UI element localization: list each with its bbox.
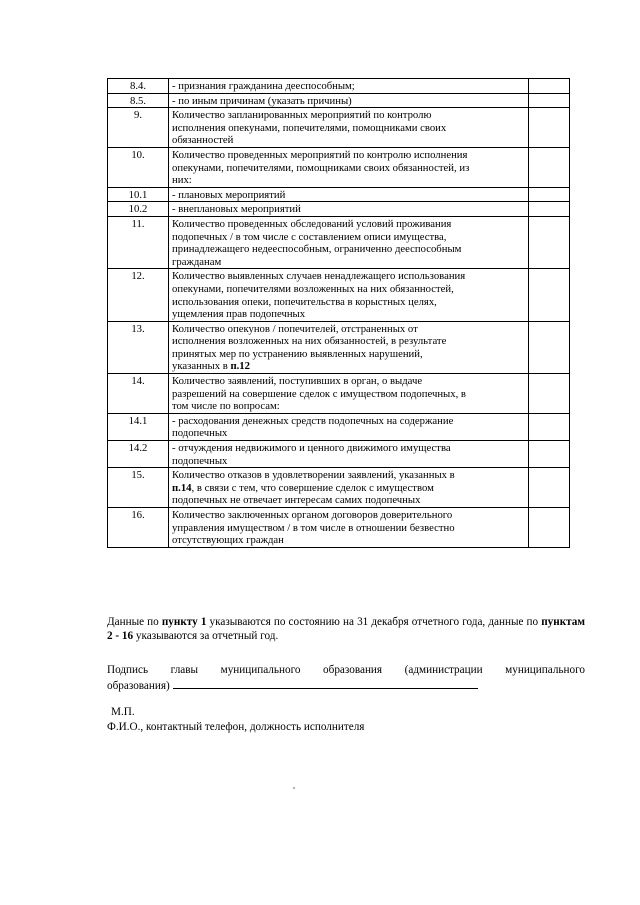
row-description: Количество опекунов / попечителей, отстраненных от исполнения возложенных на них обязанностей, в результате принятых мер по устранению выявленных нарушений, указанных в п.12 <box>169 321 529 373</box>
row-description: Количество выявленных случаев ненадлежащего использования опекунами, попечителями возложенных на них обязанностей, использования опеки, попечительства в корыстных целях, ущемления прав подопечных <box>169 269 529 321</box>
report-table <box>107 78 570 548</box>
table-row <box>108 468 570 508</box>
row-value-cell <box>529 79 570 94</box>
table-row <box>108 216 570 268</box>
stamp-label: М.П. <box>111 706 135 718</box>
row-value-cell <box>529 468 570 508</box>
table-row <box>108 187 570 202</box>
table-row <box>108 108 570 148</box>
row-description: Количество отказов в удовлетворении заявлений, указанных в п.14, в связи с тем, что совершение сделок с имуществом подопечных не отвечает интересам самих подопечных <box>169 468 529 508</box>
table-row <box>108 441 570 468</box>
row-number: 16. <box>108 508 169 548</box>
row-description: - расходования денежных средств подопечных на содержание подопечных <box>169 413 529 440</box>
row-number: 10. <box>108 147 169 187</box>
reference-bold: п.14 <box>172 481 192 494</box>
table-row <box>108 413 570 440</box>
scan-speck <box>293 787 295 789</box>
row-number: 14.2 <box>108 441 169 468</box>
row-value-cell <box>529 147 570 187</box>
executor-info: Ф.И.О., контактный телефон, должность исполнителя <box>107 721 365 733</box>
signature-line-1: Подпись главы муниципального образования (администрации муниципального <box>107 664 585 676</box>
row-number: 11. <box>108 216 169 268</box>
row-value-cell <box>529 108 570 148</box>
row-description: - внеплановых мероприятий <box>169 202 529 217</box>
row-description: Количество проведенных мероприятий по контролю исполнения опекунами, попечителями, помощниками своих обязанностей, из них: <box>169 147 529 187</box>
row-description: Количество заключенных органом договоров доверительного управления имуществом / в том числе в отношении безвестно отсутствующих граждан <box>169 508 529 548</box>
row-value-cell <box>529 216 570 268</box>
row-description: - по иным причинам (указать причины) <box>169 93 529 108</box>
row-number: 15. <box>108 468 169 508</box>
row-value-cell <box>529 508 570 548</box>
row-value-cell <box>529 441 570 468</box>
row-number: 10.2 <box>108 202 169 217</box>
table-row <box>108 79 570 94</box>
row-value-cell <box>529 413 570 440</box>
table-row <box>108 374 570 414</box>
row-description: Количество заявлений, поступивших в орган, о выдаче разрешений на совершение сделок с имуществом подопечных, в том числе по вопросам: <box>169 374 529 414</box>
table-row <box>108 93 570 108</box>
footnote: Данные по пункту 1 указываются по состоянию на 31 декабря отчетного года, данные по пунктам 2 - 16 указываются за отчетный год. <box>107 616 586 642</box>
row-number: 8.5. <box>108 93 169 108</box>
row-description: - плановых мероприятий <box>169 187 529 202</box>
table-row <box>108 508 570 548</box>
signature-block <box>107 663 585 693</box>
row-value-cell <box>529 202 570 217</box>
row-value-cell <box>529 269 570 321</box>
row-number: 12. <box>108 269 169 321</box>
row-value-cell <box>529 374 570 414</box>
row-value-cell <box>529 187 570 202</box>
table-row <box>108 321 570 373</box>
signature-blank-line <box>173 677 478 689</box>
row-number: 10.1 <box>108 187 169 202</box>
row-description: Количество проведенных обследований условий проживания подопечных / в том числе с составлением описи имущества, принадлежащего недееспособным, ограниченно дееспособным гражданам <box>169 216 529 268</box>
row-number: 14. <box>108 374 169 414</box>
table-row <box>108 269 570 321</box>
row-number: 9. <box>108 108 169 148</box>
row-description: Количество запланированных мероприятий по контролю исполнения опекунами, попечителями, помощниками своих обязанностей <box>169 108 529 148</box>
report-table-body <box>108 79 570 548</box>
row-number: 13. <box>108 321 169 373</box>
table-row <box>108 202 570 217</box>
table-row <box>108 147 570 187</box>
reference-bold: п.12 <box>230 360 250 373</box>
signature-line-2: образования) <box>107 677 585 693</box>
row-value-cell <box>529 93 570 108</box>
row-description: - отчуждения недвижимого и ценного движимого имущества подопечных <box>169 441 529 468</box>
row-description: - признания гражданина дееспособным; <box>169 79 529 94</box>
row-value-cell <box>529 321 570 373</box>
row-number: 14.1 <box>108 413 169 440</box>
row-number: 8.4. <box>108 79 169 94</box>
